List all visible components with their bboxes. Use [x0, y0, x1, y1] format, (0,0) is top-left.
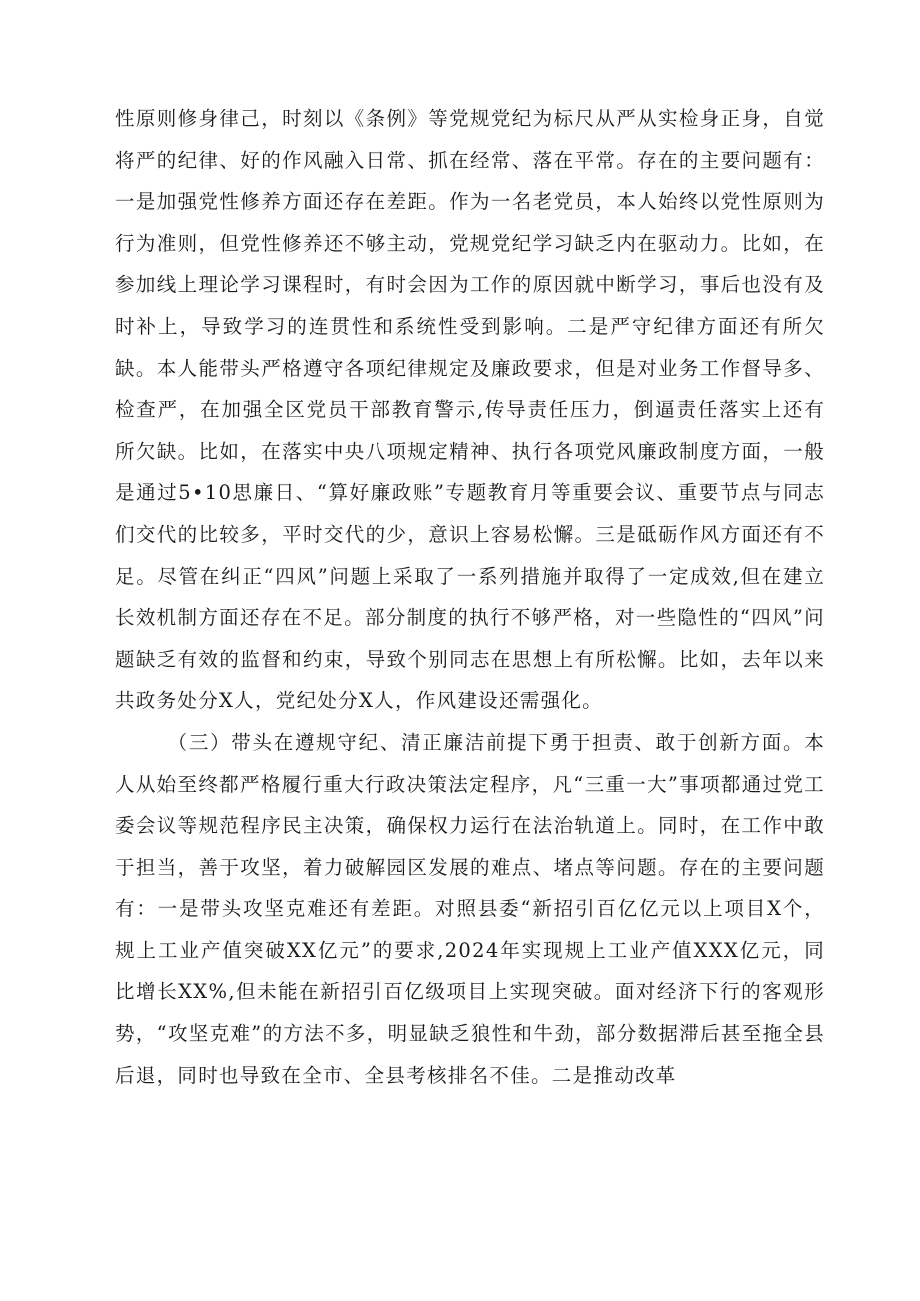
body-paragraph-1: 性原则修身律己，时刻以《条例》等党规党纪为标尺从严从实检身正身，自觉将严的纪律、好的作风融入日常、抓在经常、落在平常。存在的主要问题有：一是加强党性修养方面还存在差距。作为一名老党员，本人始终以党性原则为行为准则，但党性修养还不够主动，党规党纪学习缺乏内在驱动力。比如，在参加线上理论学习课程时，有时会因为工作的原因就中断学习，事后也没有及时补上，导致学习的连贯性和系统性受到影响。二是严守纪律方面还有所欠缺。本人能带头严格遵守各项纪律规定及廉政要求，但是对业务工作督导多、检查严，在加强全区党员干部教育警示,传导责任压力，倒逼责任落实上还有所欠缺。比如，在落实中央八项规定精神、执行各项党风廉政制度方面，一般是通过5•10思廉日、“算好廉政账”专题教育月等重要会议、重要节点与同志们交代的比较多，平时交代的少，意识上容易松懈。三是砥砺作风方面还有不足。尽管在纠正“四风”问题上采取了一系列措施并取得了一定成效,但在建立长效机制方面还存在不足。部分制度的执行不够严格，对一些隐性的“四风”问题缺乏有效的监督和约束，导致个别同志在思想上有所松懈。比如，去年以来共政务处分X人，党纪处分X人，作风建设还需强化。	[115, 107, 825, 713]
document-body	[115, 98, 825, 1096]
body-paragraph-2: （三）带头在遵规守纪、清正廉洁前提下勇于担责、敢于创新方面。本人从始至终都严格履行重大行政决策法定程序，凡“三重一大”事项都通过党工委会议等规范程序民主决策，确保权力运行在法治轨道上。同时，在工作中敢于担当，善于攻坚，着力破解园区发展的难点、堵点等问题。存在的主要问题有：一是带头攻坚克难还有差距。对照县委“新招引百亿亿元以上项目X个，规上工业产值突破XX亿元”的要求,2024年实现规上工业产值XXX亿元，同比增长XX%,但未能在新招引百亿级项目上实现突破。面对经济下行的客观形势，“攻坚克难”的方法不多，明显缺乏狼性和牛劲，部分数据滞后甚至拖全县后退，同时也导致在全市、全县考核排名不佳。二是推动改革	[115, 730, 825, 1087]
